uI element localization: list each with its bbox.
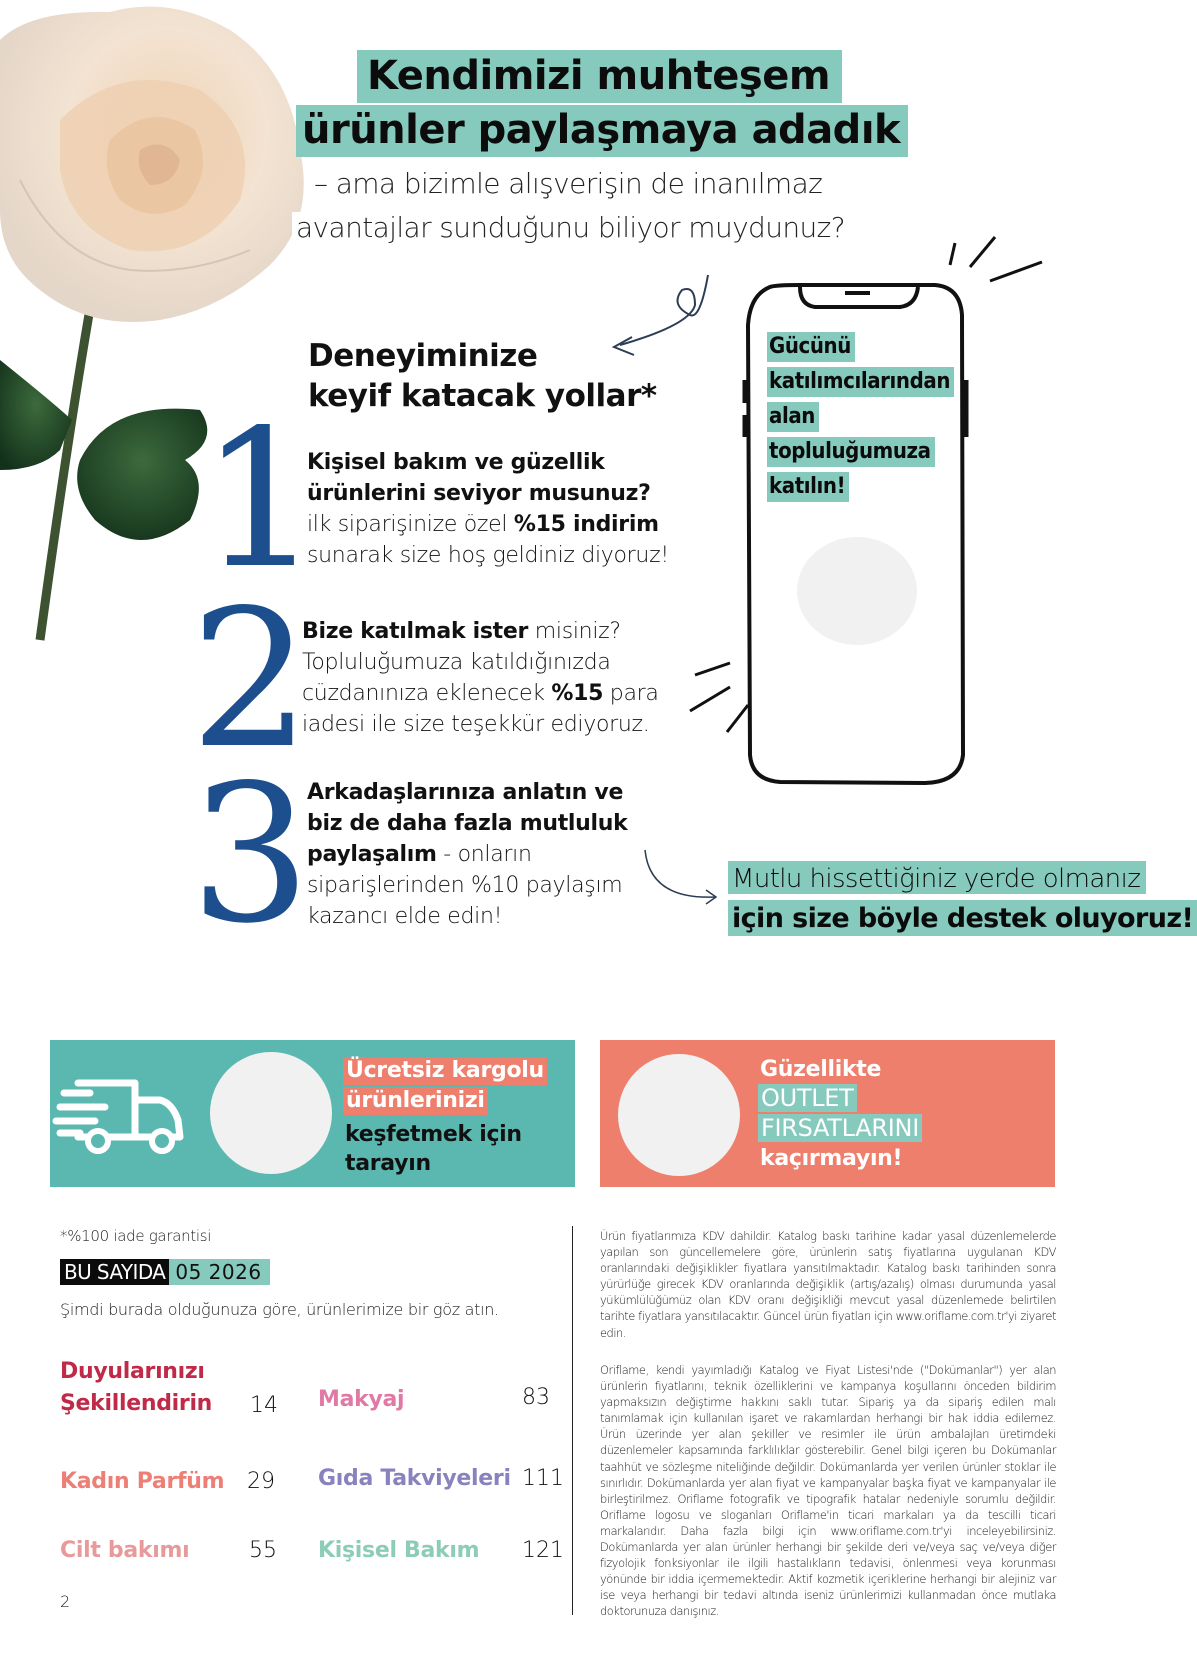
- outlet-line-1: Güzellikte: [760, 1057, 882, 1082]
- shipping-line-4: tarayın: [345, 1151, 431, 1176]
- step-2-bold-1: Bize katılmak ister: [302, 619, 529, 644]
- step-3-bold-3: paylaşalım: [307, 842, 437, 867]
- issue-badge: [60, 1259, 270, 1285]
- step-number-3: 3: [190, 744, 311, 965]
- browse-text: Şimdi burada olduğunuza göre, ürünlerimize bir göz atın.: [60, 1300, 499, 1319]
- step-1-text: [307, 447, 697, 571]
- section-heading-line-2: keyif katacak yollar*: [308, 378, 657, 414]
- phone-text-line-3: alan: [767, 402, 819, 432]
- step-1-bold-3: %15 indirim: [513, 512, 659, 537]
- outlet-line-4: kaçırmayın!: [760, 1146, 903, 1171]
- step-2-bold-2: %15: [551, 681, 604, 706]
- phone-text-line-5: katılın!: [767, 472, 849, 502]
- curved-arrow-icon: [645, 850, 715, 897]
- category-page-number: 111: [522, 1466, 564, 1491]
- outlet-line-3: FIRSATLARINI: [758, 1114, 922, 1142]
- guarantee-note: *%100 iade garantisi: [60, 1227, 212, 1245]
- step-3-light-2: siparişlerinden %10 paylaşım: [307, 873, 623, 898]
- step-2-light-3: cüzdanınıza eklenecek: [302, 681, 552, 706]
- delivery-truck-icon: [50, 1075, 200, 1160]
- category-page-number: 55: [249, 1538, 277, 1563]
- category-kisisel-bakim[interactable]: Kişisel Bakım: [318, 1538, 480, 1563]
- headline-line-1: Kendimizi muhteşem: [357, 50, 842, 103]
- step-1-light-2: sunarak size hoş geldiniz diyoruz!: [307, 543, 669, 568]
- shipping-qr-code-placeholder[interactable]: [210, 1052, 332, 1174]
- category-page-number: 29: [247, 1469, 275, 1494]
- step-1-light-1: ilk siparişinize özel: [307, 512, 514, 537]
- step-number-2: 2: [190, 569, 311, 790]
- category-kadin-parfum[interactable]: Kadın Parfüm: [60, 1469, 225, 1494]
- shipping-line-3: keşfetmek için: [345, 1122, 522, 1147]
- category-gida-takviyeleri[interactable]: Gıda Takviyeleri: [318, 1466, 511, 1491]
- step-2-light-5: iadesi ile size teşekkür ediyoruz.: [302, 712, 650, 737]
- section-heading-line-1: Deneyiminize: [308, 338, 538, 374]
- step-3-text: [307, 777, 647, 932]
- headline-line-2: ürünler paylaşmaya adadık: [296, 105, 908, 157]
- category-makyaj[interactable]: Makyaj: [318, 1387, 405, 1412]
- page-number: 2: [60, 1592, 71, 1611]
- issue-number: 05 2026: [169, 1259, 269, 1285]
- phone-illustration-icon: [680, 225, 1090, 805]
- happy-line-2: için size böyle destek oluyoruz!: [728, 900, 1197, 936]
- free-shipping-banner[interactable]: [50, 1040, 575, 1187]
- phone-text-line-4: topluluğumuza: [767, 437, 935, 467]
- step-3-light-3: kazancı elde edin!: [307, 904, 503, 929]
- category-cilt-bakimi[interactable]: Cilt bakımı: [60, 1538, 190, 1563]
- phone-text-line-1: Gücünü: [767, 332, 855, 362]
- legal-paragraph-vat: Ürün fiyatlarımıza KDV dahildir. Katalog baskı tarihine kadar yasal düzenlemelerde yapılan son güncellemelere göre, ürünlerin satış fiyatlarına uygulanan KDV oranlarındaki değişiklikler fiyatlara yansıtılmaktadır. Katalog baskı tarihinden sonra yürürlüğe girecek KDV oranlarında değişiklik (artış/azalış) olması durumunda yasal yükümlülüğümüz olan KDV oranı değişikliği mevcut yasal düzenlemede belirtilen tarihte fiyatlara yansıtılacaktır. Güncel ürün fiyatları için www.oriflame.com.tr'yi ziyaret edin.: [600, 1229, 1056, 1340]
- subheadline-line-2: avantajlar sunduğunu biliyor muydunuz?: [292, 212, 849, 244]
- outlet-qr-code-placeholder[interactable]: [618, 1054, 740, 1176]
- legal-paragraph-terms: Oriflame, kendi yayımladığı Katalog ve Fiyat Listesi'nde ("Dokümanlar") yer alan ürünlerin fiyatlarını, teknik özelliklerini ve kampanya koşullarını önceden bildirim yapmaksızın değiştirme hakkını saklı tutar. Sipariş ya da sipariş edilen malı tanımlamak için kullanılan işaret ve rakamlardan herhangi bir hak iddia edilemez. Ürün üzerinde yer alan şekiller ve resimler ile ürün ambalajları üretimdeki düzenlemeler kapsamında farklılıklar gösterebilir. Genel bilgi içeren bu Dokümanlar taahhüt ve sözleşme niteliğinde değildir. Dokümanlarda yer verilen ürünler stoklar ile sınırlıdır. Dokümanlarda yer alan fiyat ve kampanyalar başka fiyat ve kampanyalar ile birleştirilmez. Oriflame fotografik ve tipografik hatalar nedeniyle sorumlu değildir. Oriflame logosu ve sloganları Oriflame'in ticari markaları ya da tescilli ticari markalarıdır. Daha fazla bilgi için www.oriflame.com.tr'yi inceleyebilirsiniz. Dokümanlarda yer alan ürünler herhangi bir şekilde deri ve/veya saç ve/veya diğer fizyolojik fonksiyonlar ile ilgili hastalıkların tedavisi, önlenmesi veya korunması yönünde bir iddia içermemektedir. Aktif kozmetik içeriklerine herhangi bir alejiniz var ise veya herhangi bir tedavi altında iseniz ürünlerimizi kullanmadan önce mutlaka doktorunuza danışınız.: [600, 1363, 1056, 1619]
- category-duyularinizi-sekillendirin[interactable]: Duyularınızı Şekillendirin: [60, 1359, 213, 1416]
- step-2-light-1: misiniz?: [528, 619, 621, 644]
- step-1-bold-2: ürünlerini seviyor musunuz?: [307, 481, 651, 506]
- column-divider: [572, 1226, 573, 1615]
- phone-text-line-2: katılımcılarından: [767, 367, 954, 397]
- category-page-number: 14: [250, 1393, 278, 1418]
- outlet-line-2: OUTLET: [758, 1084, 857, 1112]
- phone-qr-code-placeholder[interactable]: [797, 537, 917, 645]
- step-3-bold-2: biz de daha fazla mutluluk: [307, 811, 628, 836]
- category-page-number: 83: [522, 1385, 550, 1410]
- shipping-line-1: Ücretsiz kargolu: [343, 1057, 547, 1085]
- issue-label: BU SAYIDA: [60, 1259, 169, 1285]
- category-page-number: 121: [522, 1538, 564, 1563]
- subheadline-line-1: – ama bizimle alışverişin de inanılmaz: [310, 168, 826, 200]
- step-1-bold-1: Kişisel bakım ve güzellik: [307, 450, 605, 475]
- step-3-light-1: - onların: [436, 842, 532, 867]
- step-number-1: 1: [200, 389, 321, 610]
- outlet-banner[interactable]: [600, 1040, 1055, 1187]
- step-3-bold-1: Arkadaşlarınıza anlatın ve: [307, 780, 624, 805]
- step-2-light-4: para: [603, 681, 659, 706]
- section-heading: [308, 336, 657, 416]
- shipping-line-2: ürünlerinizi: [343, 1087, 488, 1115]
- happy-line-1: Mutlu hissettiğiniz yerde olmanız: [728, 861, 1146, 894]
- step-2-light-2: Topluluğumuza katıldığınızda: [302, 650, 611, 675]
- step-2-text: [302, 616, 692, 740]
